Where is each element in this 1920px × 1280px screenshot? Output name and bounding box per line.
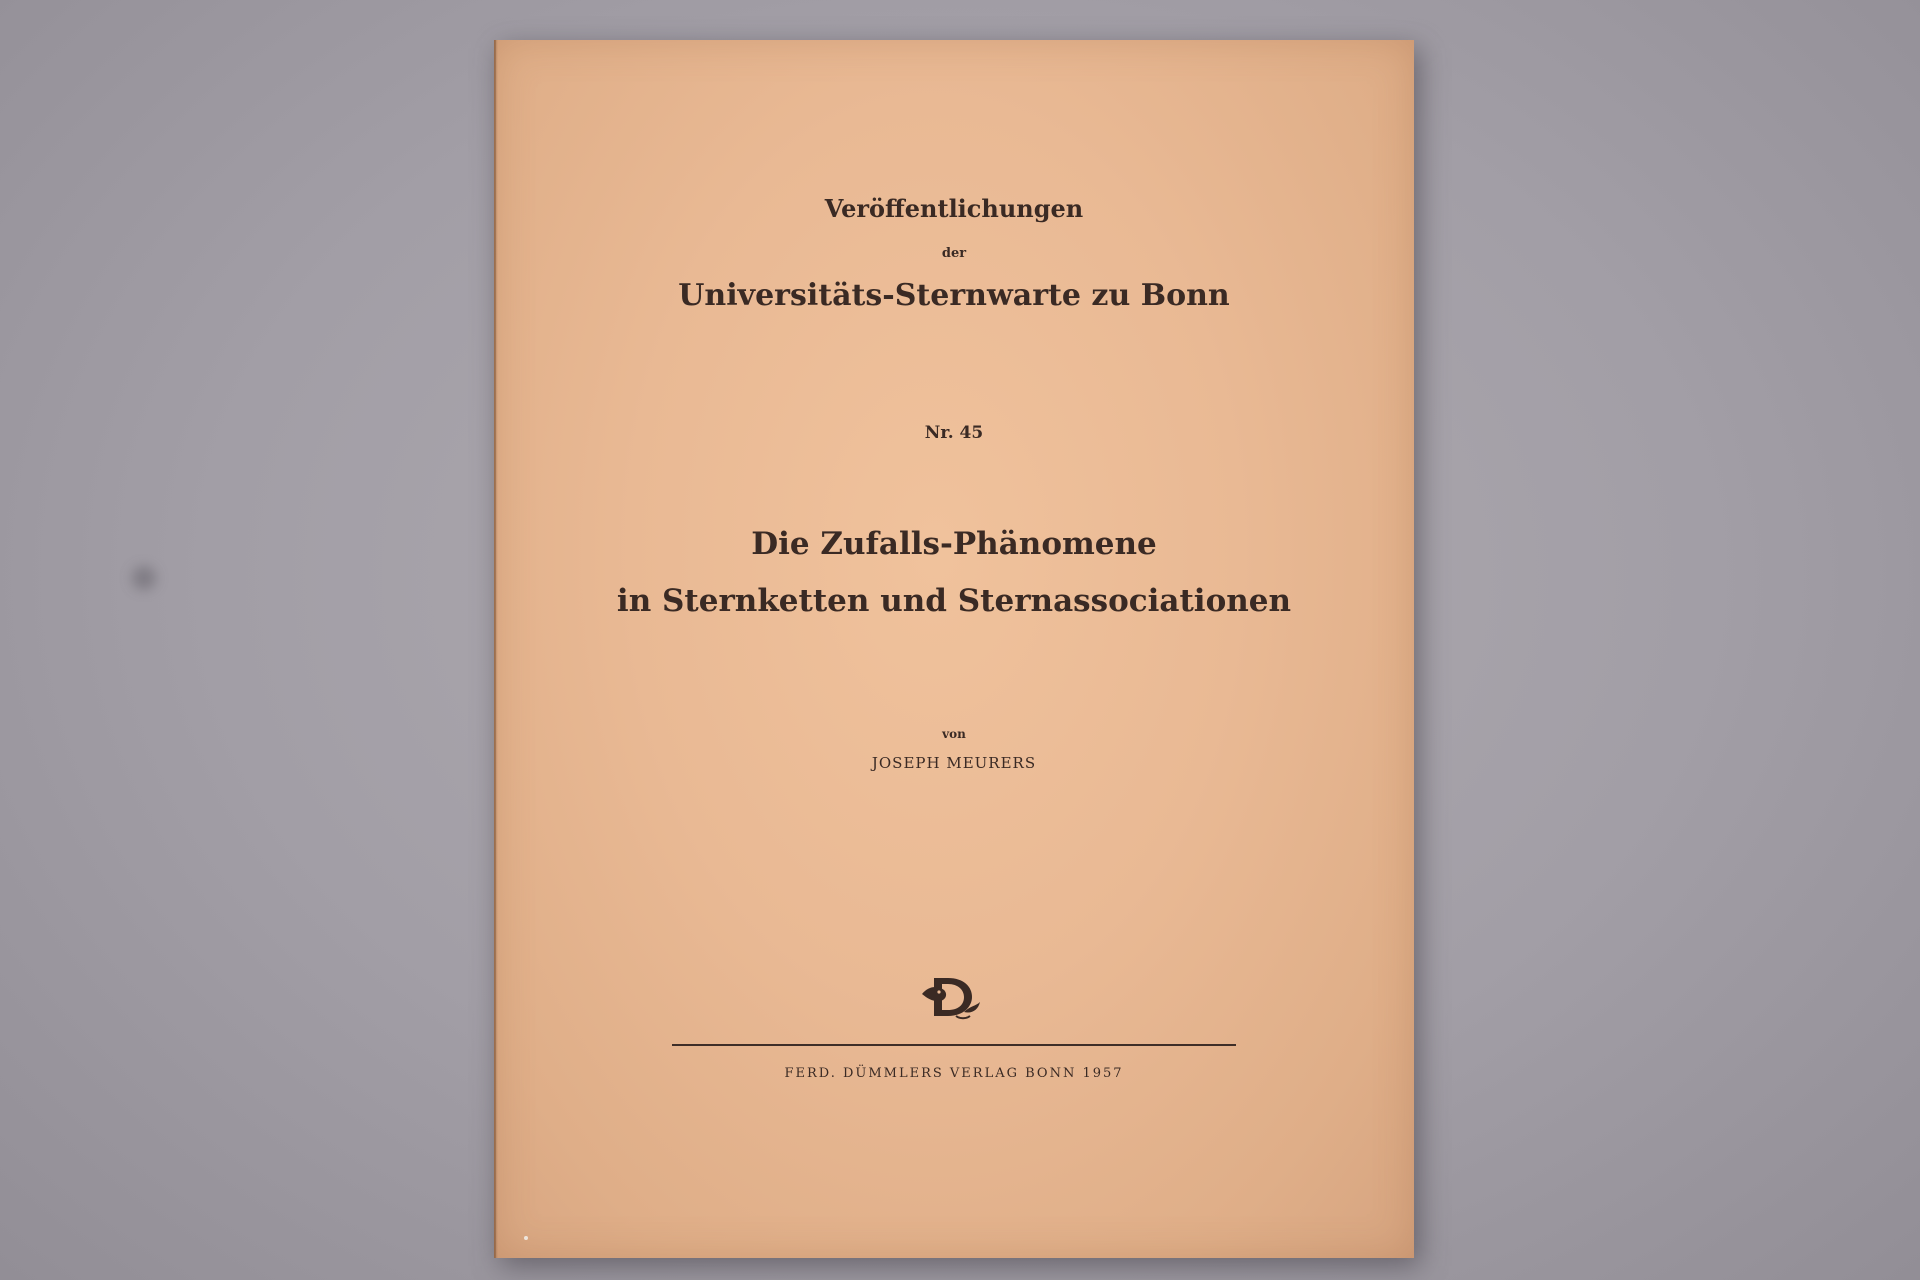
title-line-1: Die Zufalls-Phänomene (751, 526, 1157, 562)
byline-von: von (942, 727, 966, 741)
publisher-line: FERD. DÜMMLERS VERLAG BONN 1957 (784, 1066, 1124, 1081)
institution-name: Universitäts-Sternwarte zu Bonn (678, 278, 1230, 313)
background-spot (132, 566, 156, 590)
paper-speck (524, 1236, 528, 1240)
title-line-2: in Sternketten und Sternassociationen (616, 583, 1292, 619)
issue-number: Nr. 45 (924, 423, 984, 443)
booklet-cover (494, 40, 1414, 1258)
series-title: Veröffentlichungen (824, 194, 1084, 223)
duemmler-bird-logo-icon (920, 972, 984, 1022)
publisher-divider (672, 1044, 1236, 1046)
series-connector: der (941, 246, 967, 261)
author-name: JOSEPH MEURERS (871, 754, 1037, 772)
